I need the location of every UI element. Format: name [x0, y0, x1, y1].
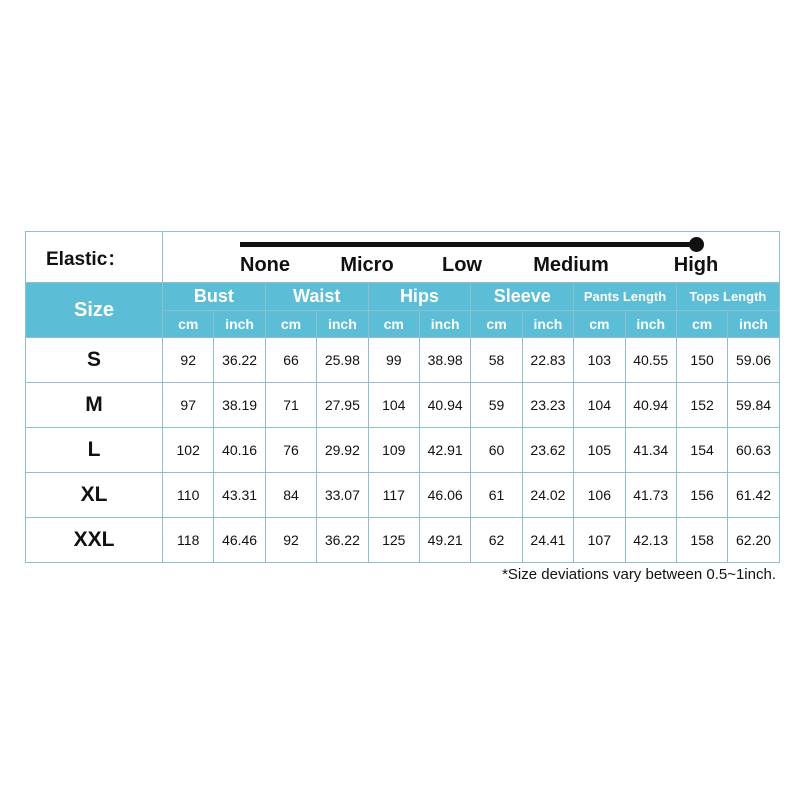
- unit-header-cm: cm: [265, 311, 316, 338]
- table-cell: 62: [471, 518, 522, 563]
- table-cell: 46.06: [419, 473, 470, 518]
- table-cell: 22.83: [522, 338, 573, 383]
- size-label: S: [26, 338, 163, 383]
- table-cell: 105: [574, 428, 625, 473]
- table-cell: 33.07: [317, 473, 368, 518]
- table-cell: 107: [574, 518, 625, 563]
- table-cell: 110: [163, 473, 214, 518]
- table-cell: 109: [368, 428, 419, 473]
- group-header-hips: Hips: [368, 283, 471, 311]
- size-column-header: Size: [26, 283, 163, 338]
- table-cell: 43.31: [214, 473, 265, 518]
- table-cell: 104: [574, 383, 625, 428]
- table-cell: 40.94: [419, 383, 470, 428]
- table-row: [26, 338, 780, 383]
- size-chart-table: [25, 231, 780, 563]
- unit-header-inch: inch: [522, 311, 573, 338]
- group-header-tops-length: Tops Length: [676, 283, 779, 311]
- elasticity-scale-line: [240, 242, 696, 247]
- unit-header-cm: cm: [368, 311, 419, 338]
- unit-header-inch: inch: [625, 311, 676, 338]
- group-header-pants-length: Pants Length: [574, 283, 677, 311]
- table-cell: 24.41: [522, 518, 573, 563]
- table-cell: 97: [163, 383, 214, 428]
- table-cell: 71: [265, 383, 316, 428]
- table-cell: 25.98: [317, 338, 368, 383]
- table-cell: 92: [265, 518, 316, 563]
- table-cell: 27.95: [317, 383, 368, 428]
- table-cell: 152: [676, 383, 727, 428]
- table-cell: 102: [163, 428, 214, 473]
- measurement-group-row: [26, 283, 780, 311]
- table-cell: 106: [574, 473, 625, 518]
- table-cell: 61: [471, 473, 522, 518]
- table-cell: 41.34: [625, 428, 676, 473]
- table-cell: 117: [368, 473, 419, 518]
- unit-header-cm: cm: [471, 311, 522, 338]
- table-row: [26, 428, 780, 473]
- elastic-level-low: Low: [442, 254, 482, 276]
- table-cell: 118: [163, 518, 214, 563]
- table-cell: 76: [265, 428, 316, 473]
- table-cell: 103: [574, 338, 625, 383]
- table-cell: 61.42: [728, 473, 779, 518]
- group-header-waist: Waist: [265, 283, 368, 311]
- table-cell: 60.63: [728, 428, 779, 473]
- table-cell: 84: [265, 473, 316, 518]
- table-row: [26, 383, 780, 428]
- group-header-bust: Bust: [163, 283, 266, 311]
- unit-header-inch: inch: [317, 311, 368, 338]
- table-row: [26, 473, 780, 518]
- table-cell: 150: [676, 338, 727, 383]
- table-cell: 29.92: [317, 428, 368, 473]
- elasticity-levels: [163, 254, 779, 280]
- table-cell: 24.02: [522, 473, 573, 518]
- table-cell: 125: [368, 518, 419, 563]
- elastic-level-micro: Micro: [340, 254, 394, 276]
- table-cell: 59.06: [728, 338, 779, 383]
- size-chart: [25, 231, 779, 563]
- table-cell: 38.19: [214, 383, 265, 428]
- table-cell: 42.13: [625, 518, 676, 563]
- table-cell: 40.16: [214, 428, 265, 473]
- size-label: L: [26, 428, 163, 473]
- elastic-level-medium: Medium: [533, 254, 609, 276]
- table-cell: 59.84: [728, 383, 779, 428]
- size-label: XXL: [26, 518, 163, 563]
- table-cell: 42.91: [419, 428, 470, 473]
- table-cell: 40.55: [625, 338, 676, 383]
- unit-header-inch: inch: [214, 311, 265, 338]
- table-cell: 104: [368, 383, 419, 428]
- table-cell: 92: [163, 338, 214, 383]
- table-cell: 40.94: [625, 383, 676, 428]
- table-cell: 156: [676, 473, 727, 518]
- table-cell: 58: [471, 338, 522, 383]
- table-cell: 59: [471, 383, 522, 428]
- table-cell: 62.20: [728, 518, 779, 563]
- table-cell: 154: [676, 428, 727, 473]
- elastic-level-high: High: [673, 254, 719, 276]
- elastic-label: Elastic：: [26, 232, 163, 283]
- size-label: M: [26, 383, 163, 428]
- table-row: [26, 518, 780, 563]
- unit-header-inch: inch: [728, 311, 779, 338]
- size-deviation-note: *Size deviations vary between 0.5~1inch.: [502, 566, 776, 583]
- table-cell: 60: [471, 428, 522, 473]
- elastic-row: [26, 232, 780, 283]
- elasticity-indicator-dot: [689, 237, 704, 252]
- table-cell: 66: [265, 338, 316, 383]
- table-cell: 99: [368, 338, 419, 383]
- table-cell: 46.46: [214, 518, 265, 563]
- unit-header-cm: cm: [574, 311, 625, 338]
- unit-header-inch: inch: [419, 311, 470, 338]
- table-cell: 36.22: [317, 518, 368, 563]
- table-cell: 38.98: [419, 338, 470, 383]
- size-label: XL: [26, 473, 163, 518]
- table-cell: 41.73: [625, 473, 676, 518]
- table-cell: 23.62: [522, 428, 573, 473]
- table-cell: 23.23: [522, 383, 573, 428]
- unit-header-cm: cm: [163, 311, 214, 338]
- elastic-level-none: None: [240, 254, 290, 276]
- table-cell: 36.22: [214, 338, 265, 383]
- elasticity-scale: [163, 232, 780, 283]
- table-cell: 158: [676, 518, 727, 563]
- table-cell: 49.21: [419, 518, 470, 563]
- group-header-sleeve: Sleeve: [471, 283, 574, 311]
- unit-header-cm: cm: [676, 311, 727, 338]
